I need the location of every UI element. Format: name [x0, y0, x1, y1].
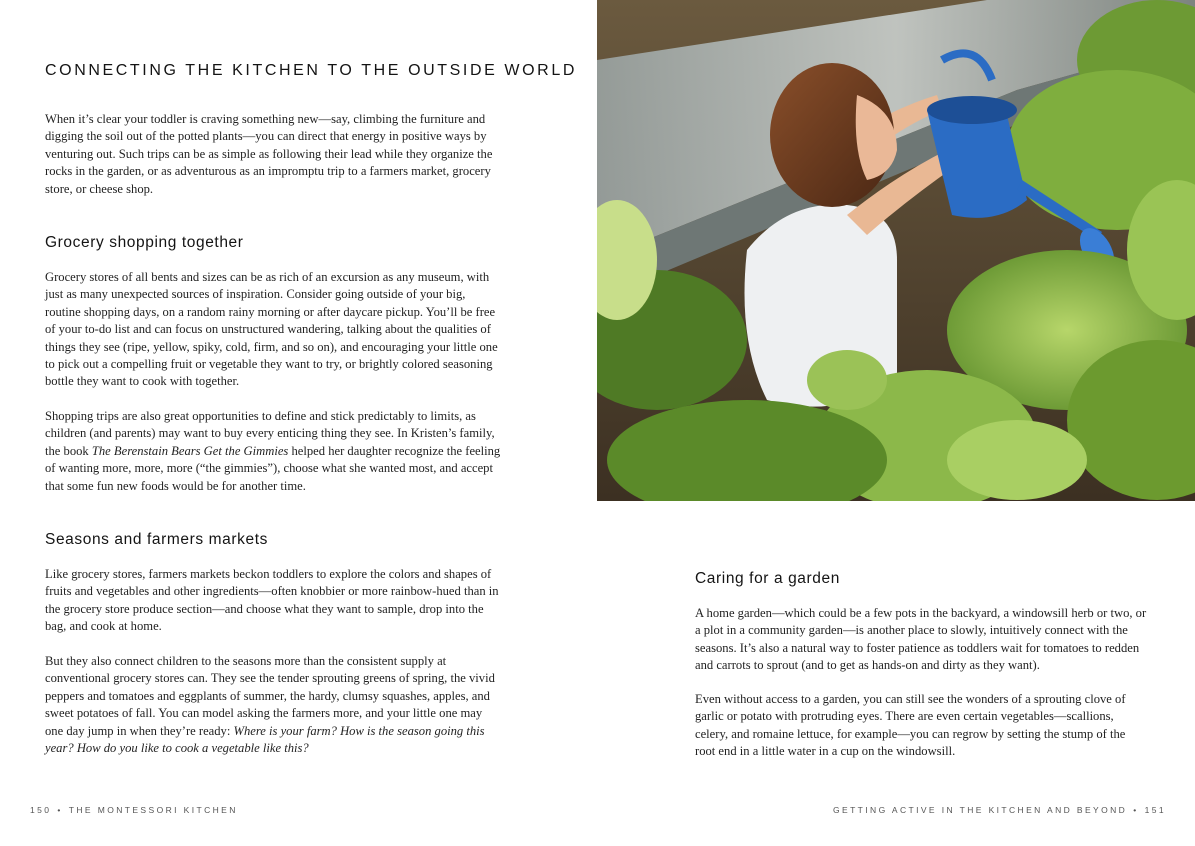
seasons-paragraph-2	[45, 653, 501, 757]
seasons-p2-text: But they also connect children to the seasons more than the consistent supply at conventional grocery stores can. They see the tender sprouting greens of spring, the vivid peppers and tomatoes and eggplants of summer, the hardy, clumsy squashes, apples, and sweet potatoes of fall. You can model asking the farmers more, and your little one may one day jump in when they’re ready:	[45, 654, 495, 738]
right-page	[597, 0, 1195, 846]
garden-paragraph-1: A home garden—which could be a few pots in the backyard, a windowsill herb or two, or a plot in a community garden—is another place to slowly, intuitively connect with the seasons. It’s also a natural way to foster patience as toddlers wait for tomatoes to redden and carrots to sprout (and to get as hands-on and dirty as they want).	[695, 606, 1147, 673]
grocery-p2-text-before: Shopping trips are also great opportunities to define and stick predictably to limits, as children (and parents) may want to buy every enticing thing they see. In Kristen’s family, the book	[45, 409, 495, 458]
grocery-paragraph-2	[45, 408, 501, 495]
book-title-italic: The Berenstain Bears Get the Gimmies	[91, 443, 289, 458]
garden-paragraph-2: Even without access to a garden, you can still see the wonders of a sprouting clove of garlic or potato with protruding eyes. There are even certain vegetables—scallions, celery, and romaine lettuce, for example—you can regrow by setting the stump of the root end in a little water in a cup on the windowsill.	[695, 692, 1126, 759]
footer-bullet: •	[57, 805, 63, 815]
right-footer	[833, 805, 1166, 815]
seasons-heading: Seasons and farmers markets	[45, 531, 268, 548]
left-page	[0, 0, 597, 846]
garden-heading: Caring for a garden	[695, 570, 840, 587]
grocery-paragraph-1: Grocery stores of all bents and sizes can be as rich of an excursion as any museum, with just as many unexpected sources of inspiration. Consider going outside of your big, routine shopping days, on a random rainy morning or after daycare pickup. You’ll be free of your to-do list and can focus on unstructured wandering, talking about the qualities of things they see (ripe, yellow, spiky, cold, firm, and so on), and encouraging your little one to pick out a compelling fruit or vegetable they want to try, or brightly colored seasoning bottle they want to cook with together.	[45, 270, 498, 389]
left-page-number: 150	[30, 805, 52, 815]
seasons-paragraph-1: Like grocery stores, farmers markets beckon toddlers to explore the colors and shapes of fruits and vegetables and other ingredients—often knobbier or more rainbow-hued than in the grocery store produce section—and choose what they want to sample, drop into the bag, and cook at home.	[45, 567, 499, 634]
left-running-title: THE MONTESSORI KITCHEN	[68, 805, 238, 815]
right-page-number: 151	[1144, 805, 1166, 815]
left-footer	[30, 805, 238, 815]
right-running-title: GETTING ACTIVE IN THE KITCHEN AND BEYOND	[833, 805, 1128, 815]
grocery-heading: Grocery shopping together	[45, 234, 244, 251]
intro-paragraph: When it’s clear your toddler is craving something new—say, climbing the furniture and digging the soil out of the potted plants—you can direct that energy in positive ways by venturing out. Such trips can be as simple as following their lead while they organize the rocks in the garden, or as adventurous as an impromptu trip to a farmers market, grocery store, or cheese shop.	[45, 112, 493, 196]
seasons-p2-italic: Where is your farm? How is the season going this year? How do you like to cook a vegetable like this?	[45, 723, 485, 756]
grocery-p2-text-after: helped her daughter recognize the feeling of wanting more, more, more (“the gimmies”), choose what she wanted most, and accept that some fun new foods would be for another time.	[45, 443, 501, 493]
chapter-title: CONNECTING THE KITCHEN TO THE OUTSIDE WORLD	[45, 62, 577, 79]
footer-bullet: •	[1133, 805, 1139, 815]
